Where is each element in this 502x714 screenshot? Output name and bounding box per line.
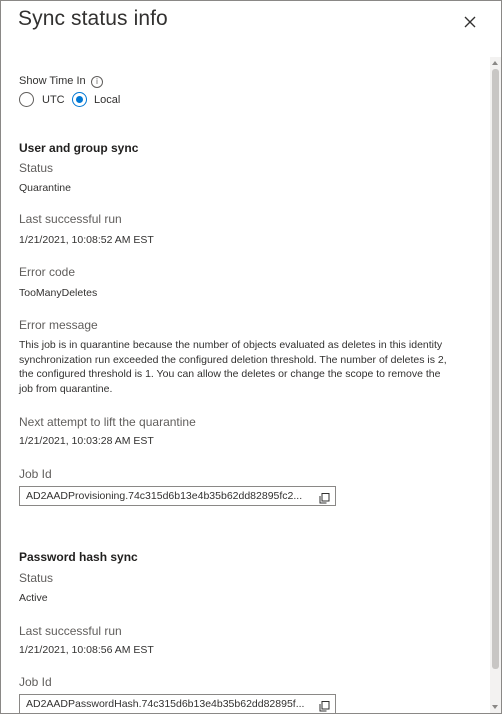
- phs-job-id-value[interactable]: AD2AADPasswordHash.74c315d6b13e4b35b62dd82895f...: [26, 698, 305, 710]
- scroll-up-arrow-icon[interactable]: [492, 61, 498, 65]
- radio-local[interactable]: [72, 92, 87, 107]
- phs-status-label: Status: [19, 571, 54, 585]
- last-run-value: 1/21/2021, 10:08:52 AM EST: [19, 234, 154, 246]
- error-message-label: Error message: [19, 318, 98, 332]
- error-message-line: synchronization run exceeded the configured deletion threshold. The number of deletes is 2,: [19, 353, 447, 366]
- radio-local-label[interactable]: Local: [94, 94, 121, 106]
- last-run-label: Last successful run: [19, 212, 122, 226]
- job-id-value[interactable]: AD2AADProvisioning.74c315d6b13e4b35b62dd82895fc2...: [26, 490, 303, 502]
- error-message-text: [19, 338, 479, 396]
- next-attempt-value: 1/21/2021, 10:03:28 AM EST: [19, 435, 154, 447]
- radio-utc-label[interactable]: UTC: [42, 94, 65, 106]
- job-id-field[interactable]: [19, 486, 336, 506]
- error-message-line: job from quarantine.: [19, 382, 113, 395]
- status-value: Quarantine: [19, 182, 71, 194]
- error-message-line: This job is in quarantine because the number of objects evaluated as deletes in this identity: [19, 339, 443, 351]
- phs-status-value: Active: [19, 592, 48, 604]
- show-time-in-label: Show Time In: [19, 75, 86, 87]
- error-message-line: the configured threshold is 1. You can allow the deletes or change the scope to remove the: [19, 368, 441, 380]
- copy-icon[interactable]: [319, 699, 330, 710]
- job-id-label: Job Id: [19, 467, 52, 481]
- panel-content: [1, 57, 489, 713]
- phs-last-run-label: Last successful run: [19, 624, 122, 638]
- info-icon[interactable]: i: [91, 76, 103, 88]
- error-code-label: Error code: [19, 265, 76, 279]
- password-hash-sync-header: Password hash sync: [19, 550, 138, 564]
- panel-title: Sync status info: [18, 7, 168, 30]
- phs-job-id-field[interactable]: [19, 694, 336, 713]
- phs-last-run-value: 1/21/2021, 10:08:56 AM EST: [19, 644, 154, 656]
- scroll-thumb[interactable]: [492, 69, 499, 669]
- radio-utc[interactable]: [19, 92, 34, 107]
- next-attempt-label: Next attempt to lift the quarantine: [19, 415, 196, 429]
- vertical-scrollbar[interactable]: [490, 57, 501, 713]
- copy-icon[interactable]: [319, 491, 330, 502]
- status-label: Status: [19, 161, 54, 175]
- phs-job-id-label: Job Id: [19, 675, 52, 689]
- user-group-sync-header: User and group sync: [19, 141, 139, 155]
- close-icon[interactable]: [461, 13, 479, 31]
- scroll-down-arrow-icon[interactable]: [492, 705, 498, 709]
- error-code-value: TooManyDeletes: [19, 287, 98, 299]
